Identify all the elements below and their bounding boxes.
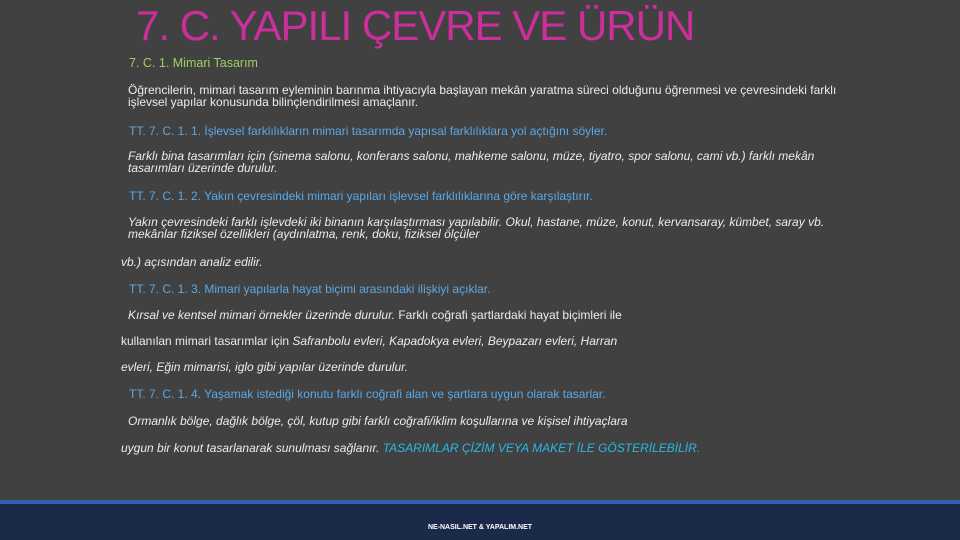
kazanim-2-description: Yakın çevresindeki farklı işlevdeki iki binanın karşılaştırması yapılabilir. Okul, hastane, müze, konut, kervansaray, kümbet, saray vb. mekânlar fiziksel özellikleri (aydınlatma, renk, doku, fiziksel ölçüler <box>128 215 825 241</box>
kazanim-2-title: TT. 7. C. 1. 2. Yakın çevresindeki mimari yapıları işlevsel farklılıklarına göre karşılaştırır. <box>129 189 593 203</box>
kazanim-4-line-1: Ormanlık bölge, dağlık bölge, çöl, kutup gibi farklı coğrafi/iklim koşullarına ve kişisel ihtiyaçlara <box>128 414 628 428</box>
kazanim-3-line-1-italic: Kırsal ve kentsel mimari örnekler üzerinde durulur. <box>128 308 395 322</box>
slide-title: 7. C. YAPILI ÇEVRE VE ÜRÜN <box>136 2 695 49</box>
footer-bar <box>0 500 960 540</box>
kazanim-4-note: TASARIMLAR ÇİZİM VEYA MAKET İLE GÖSTERİLEBİLİR. <box>379 441 701 455</box>
section-subtitle: 7. C. 1. Mimari Tasarım <box>129 56 258 70</box>
kazanim-3-line-3: evleri, Eğin mimarisi, iglo gibi yapılar üzerinde durulur. <box>121 360 409 374</box>
kazanim-3-line-2-italic: Safranbolu evleri, Kapadokya evleri, Beypazarı evleri, Harran <box>292 334 618 348</box>
intro-paragraph: Öğrencilerin, mimari tasarım eyleminin barınma ihtiyacıyla başlayan mekân yaratma süreci olduğunu öğrenmesi ve çevresindeki farklı işlevsel yapılar konusunda bilinçlendirilmesi amaçlanır. <box>128 83 837 109</box>
kazanim-4-line-2-text: uygun bir konut tasarlanarak sunulması sağlanır. <box>121 441 380 455</box>
kazanim-3-line-1 <box>128 308 622 322</box>
kazanim-3-title: TT. 7. C. 1. 3. Mimari yapılarla hayat biçimi arasındaki ilişkiyi açıklar. <box>129 282 491 296</box>
kazanim-2-description-continued: vb.) açısından analiz edilir. <box>121 255 263 269</box>
kazanim-3-line-2-regular: kullanılan mimari tasarımlar için <box>121 334 293 348</box>
kazanim-4-line-2 <box>121 441 700 455</box>
kazanim-3-line-2 <box>121 334 617 348</box>
kazanim-1-description: Farklı bina tasarımları için (sinema salonu, konferans salonu, mahkeme salonu, müze, tiyatro, spor salonu, cami vb.) farklı mekân tasarımları üzerinde durulur. <box>128 149 815 175</box>
kazanim-1-title: TT. 7. C. 1. 1. İşlevsel farklılıkların mimari tasarımda yapısal farklılıklara yol açtığını söyler. <box>129 124 608 138</box>
kazanim-3-line-1-regular: Farklı coğrafi şartlardaki hayat biçimleri ile <box>395 308 622 322</box>
kazanim-4-title: TT. 7. C. 1. 4. Yaşamak istediği konutu farklı coğrafi alan ve şartlara uygun olarak tasarlar. <box>129 387 606 401</box>
footer-credit: NE-NASIL.NET & YAPALIM.NET <box>427 524 533 531</box>
